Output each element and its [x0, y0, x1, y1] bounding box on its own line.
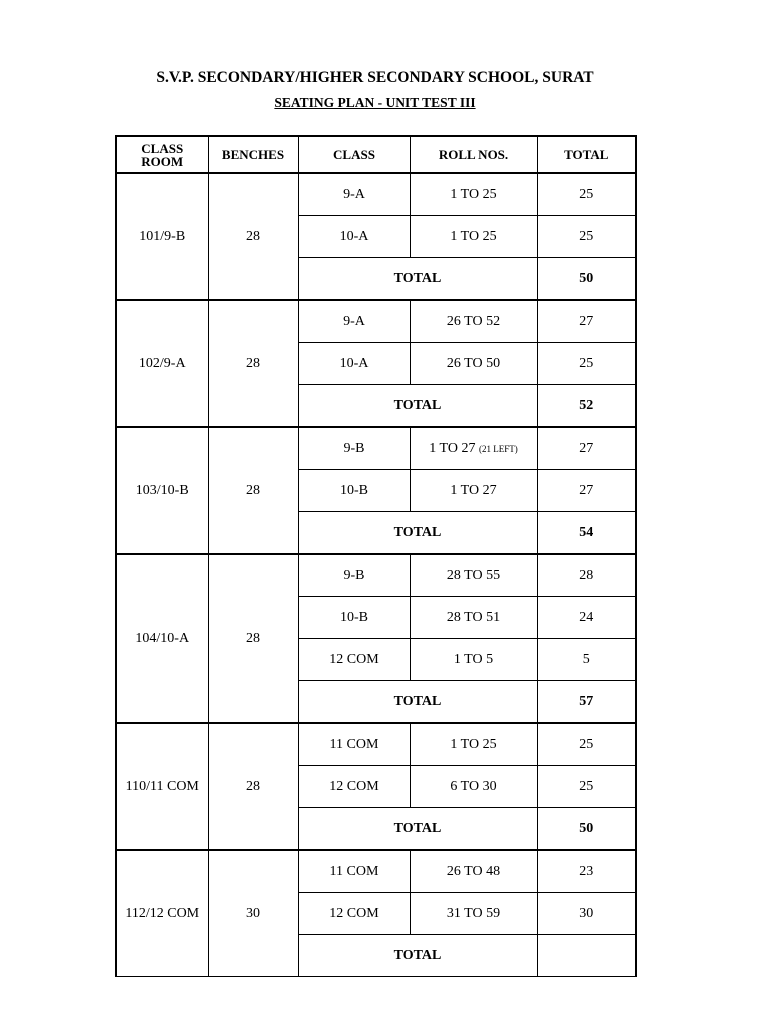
group-total-value: 57: [537, 681, 636, 724]
benches-cell: 28: [208, 300, 298, 427]
class-cell: 10-B: [298, 470, 410, 512]
class-cell: 12 COM: [298, 766, 410, 808]
header-class-room-line2: ROOM: [141, 153, 184, 169]
class-cell: 12 COM: [298, 639, 410, 681]
table-row: [116, 850, 636, 893]
room-cell: 103/10-B: [116, 427, 208, 554]
total-cell: 27: [537, 427, 636, 470]
total-cell: 24: [537, 597, 636, 639]
class-cell: 9-A: [298, 300, 410, 343]
group-total-value: 50: [537, 258, 636, 301]
roll-range: 1 TO 25: [450, 736, 497, 752]
roll-cell: [410, 639, 537, 681]
roll-range: 26 TO 52: [446, 313, 501, 329]
total-cell: 5: [537, 639, 636, 681]
class-cell: 10-A: [298, 216, 410, 258]
group-total-label: TOTAL: [298, 512, 537, 555]
room-cell: 101/9-B: [116, 173, 208, 300]
header-roll-nos: ROLL NOS.: [410, 136, 537, 173]
roll-range: 28 TO 55: [446, 567, 501, 583]
group-total-value: 50: [537, 808, 636, 851]
group-total-label: TOTAL: [298, 935, 537, 977]
total-cell: 28: [537, 554, 636, 597]
seating-plan-table-wrapper: [115, 135, 635, 963]
room-cell: 110/11 COM: [116, 723, 208, 850]
roll-cell: [410, 173, 537, 216]
group-total-value: [537, 935, 636, 977]
total-cell: 27: [537, 300, 636, 343]
roll-note: (21 LEFT): [478, 443, 518, 454]
roll-cell: [410, 850, 537, 893]
room-cell: 104/10-A: [116, 554, 208, 723]
document-subtitle: SEATING PLAN - UNIT TEST III: [274, 95, 476, 110]
roll-cell: [410, 216, 537, 258]
roll-cell: [410, 597, 537, 639]
total-cell: 25: [537, 766, 636, 808]
header-benches: BENCHES: [208, 136, 298, 173]
roll-cell: [410, 343, 537, 385]
total-cell: 25: [537, 173, 636, 216]
roll-range: 28 TO 51: [446, 609, 501, 625]
table-row: [116, 173, 636, 216]
roll-range: 1 TO 25: [450, 186, 497, 202]
table-body: [116, 136, 636, 977]
room-cell: 112/12 COM: [116, 850, 208, 977]
header-class-room: [116, 136, 208, 173]
document-title: S.V.P. SECONDARY/HIGHER SECONDARY SCHOOL, SURAT: [156, 69, 594, 86]
group-total-label: TOTAL: [298, 681, 537, 724]
roll-range: 31 TO 59: [446, 905, 501, 921]
roll-cell: [410, 766, 537, 808]
group-total-label: TOTAL: [298, 385, 537, 428]
roll-cell: [410, 893, 537, 935]
group-total-value: 52: [537, 385, 636, 428]
roll-range: 6 TO 30: [450, 778, 497, 794]
class-cell: 9-B: [298, 427, 410, 470]
roll-cell: [410, 300, 537, 343]
table-row: [116, 300, 636, 343]
roll-range: 26 TO 50: [446, 355, 501, 371]
benches-cell: 28: [208, 723, 298, 850]
benches-cell: 28: [208, 554, 298, 723]
roll-cell: [410, 554, 537, 597]
roll-range: 1 TO 27: [450, 482, 497, 498]
benches-cell: 28: [208, 173, 298, 300]
roll-cell: [410, 470, 537, 512]
total-cell: 23: [537, 850, 636, 893]
class-cell: 12 COM: [298, 893, 410, 935]
roll-range: 1 TO 27: [429, 440, 476, 456]
group-total-label: TOTAL: [298, 808, 537, 851]
total-cell: 25: [537, 216, 636, 258]
roll-cell: [410, 723, 537, 766]
seating-plan-table: [115, 135, 637, 977]
total-cell: 30: [537, 893, 636, 935]
class-cell: 10-B: [298, 597, 410, 639]
header-total: TOTAL: [537, 136, 636, 173]
header-class-room-line1: CLASS: [141, 140, 184, 156]
table-row: [116, 427, 636, 470]
roll-range: 26 TO 48: [446, 863, 501, 879]
table-header-row: [116, 136, 636, 173]
benches-cell: 28: [208, 427, 298, 554]
class-cell: 9-B: [298, 554, 410, 597]
benches-cell: 30: [208, 850, 298, 977]
table-row: [116, 554, 636, 597]
header-class: CLASS: [298, 136, 410, 173]
total-cell: 25: [537, 723, 636, 766]
class-cell: 10-A: [298, 343, 410, 385]
roll-range: 1 TO 25: [450, 228, 497, 244]
total-cell: 27: [537, 470, 636, 512]
room-cell: 102/9-A: [116, 300, 208, 427]
group-total-value: 54: [537, 512, 636, 555]
class-cell: 11 COM: [298, 850, 410, 893]
group-total-label: TOTAL: [298, 258, 537, 301]
class-cell: 11 COM: [298, 723, 410, 766]
roll-cell: [410, 427, 537, 470]
total-cell: 25: [537, 343, 636, 385]
roll-range: 1 TO 5: [453, 651, 494, 667]
class-cell: 9-A: [298, 173, 410, 216]
table-row: [116, 723, 636, 766]
